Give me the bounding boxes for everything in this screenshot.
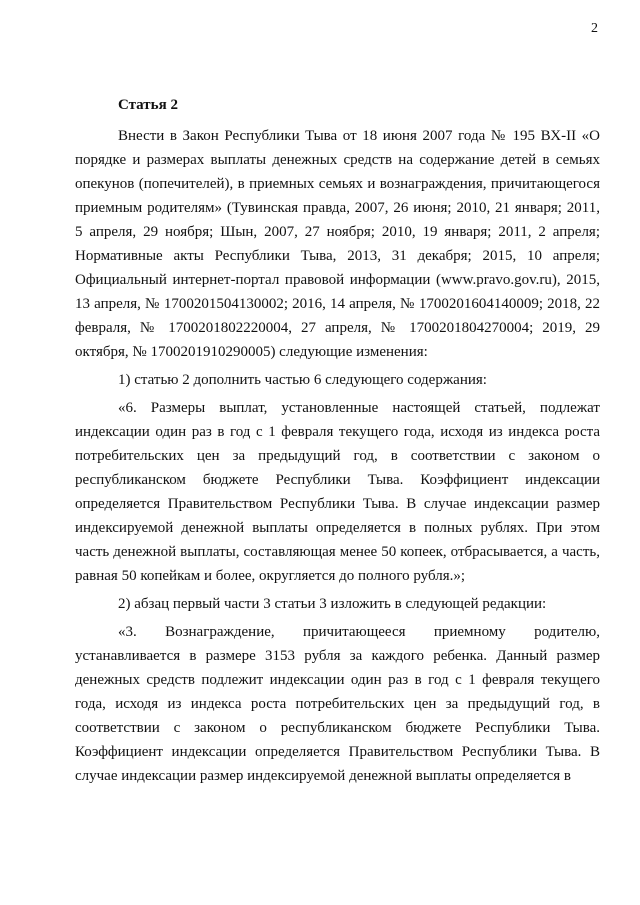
document-body [75,94,600,788]
amendment-text-part-6: «6. Размеры выплат, установленные настоящей статьей, подлежат индексации один раз в год с 1 февраля текущего года, исходя из индекса роста потребительских цен за предыдущий год, в соответствии с законом о республиканском бюджете Республики Тыва. Коэффициент индексации определяется Правительством Республики Тыва. В случае индексации размер индексируемой денежной выплаты определяется в полных рублях. При этом часть денежной выплаты, составляющая менее 50 копеек, отбрасывается, а часть, равная 50 копейкам и более, округляется до полного рубля.»; [75,400,600,584]
amendment-text-part-3: «3. Вознаграждение, причитающееся приемному родителю, устанавливается в размере 3153 рубля за каждого ребенка. Данный размер денежных средств подлежит индексации один раз в год с 1 февраля текущего года, исходя из индекса роста потребительских цен за предыдущий год, в соответствии с законом о республиканском бюджете Республики Тыва. Коэффициент индексации определяется Правительством Республики Тыва. В случае индексации размер индексируемой денежной выплаты определяется в [75,624,600,784]
article-heading: Статья 2 [118,97,178,113]
page-number: 2 [591,21,598,36]
amendment-item-1: 1) статью 2 дополнить частью 6 следующего содержания: [118,372,487,388]
amendment-item-2: 2) абзац первый части 3 статьи 3 изложить в следующей редакции: [118,596,547,612]
article-intro-paragraph: Внести в Закон Республики Тыва от 18 июня 2007 года № 195 ВХ-II «О порядке и размерах выплаты денежных средств на содержание детей в семьях опекунов (попечителей), в приемных семьях и вознаграждения, причитающегося приемным родителям» (Тувинская правда, 2007, 26 июня; 2010, 21 января; 2011, 5 апреля, 29 ноября; Шын, 2007, 27 ноября; 2010, 19 января; 2011, 2 апреля; Нормативные акты Республики Тыва, 2013, 31 декабря; 2015, 10 апреля; Официальный интернет-портал правовой информации (www.pravo.gov.ru), 2015, 13 апреля, № 1700201504130002; 2016, 14 апреля, № 1700201604140009; 2018, 22 февраля, № 1700201802220004, 27 апреля, № 1700201804270004; 2019, 29 октября, № 1700201910290005) следующие изменения: [75,128,600,360]
